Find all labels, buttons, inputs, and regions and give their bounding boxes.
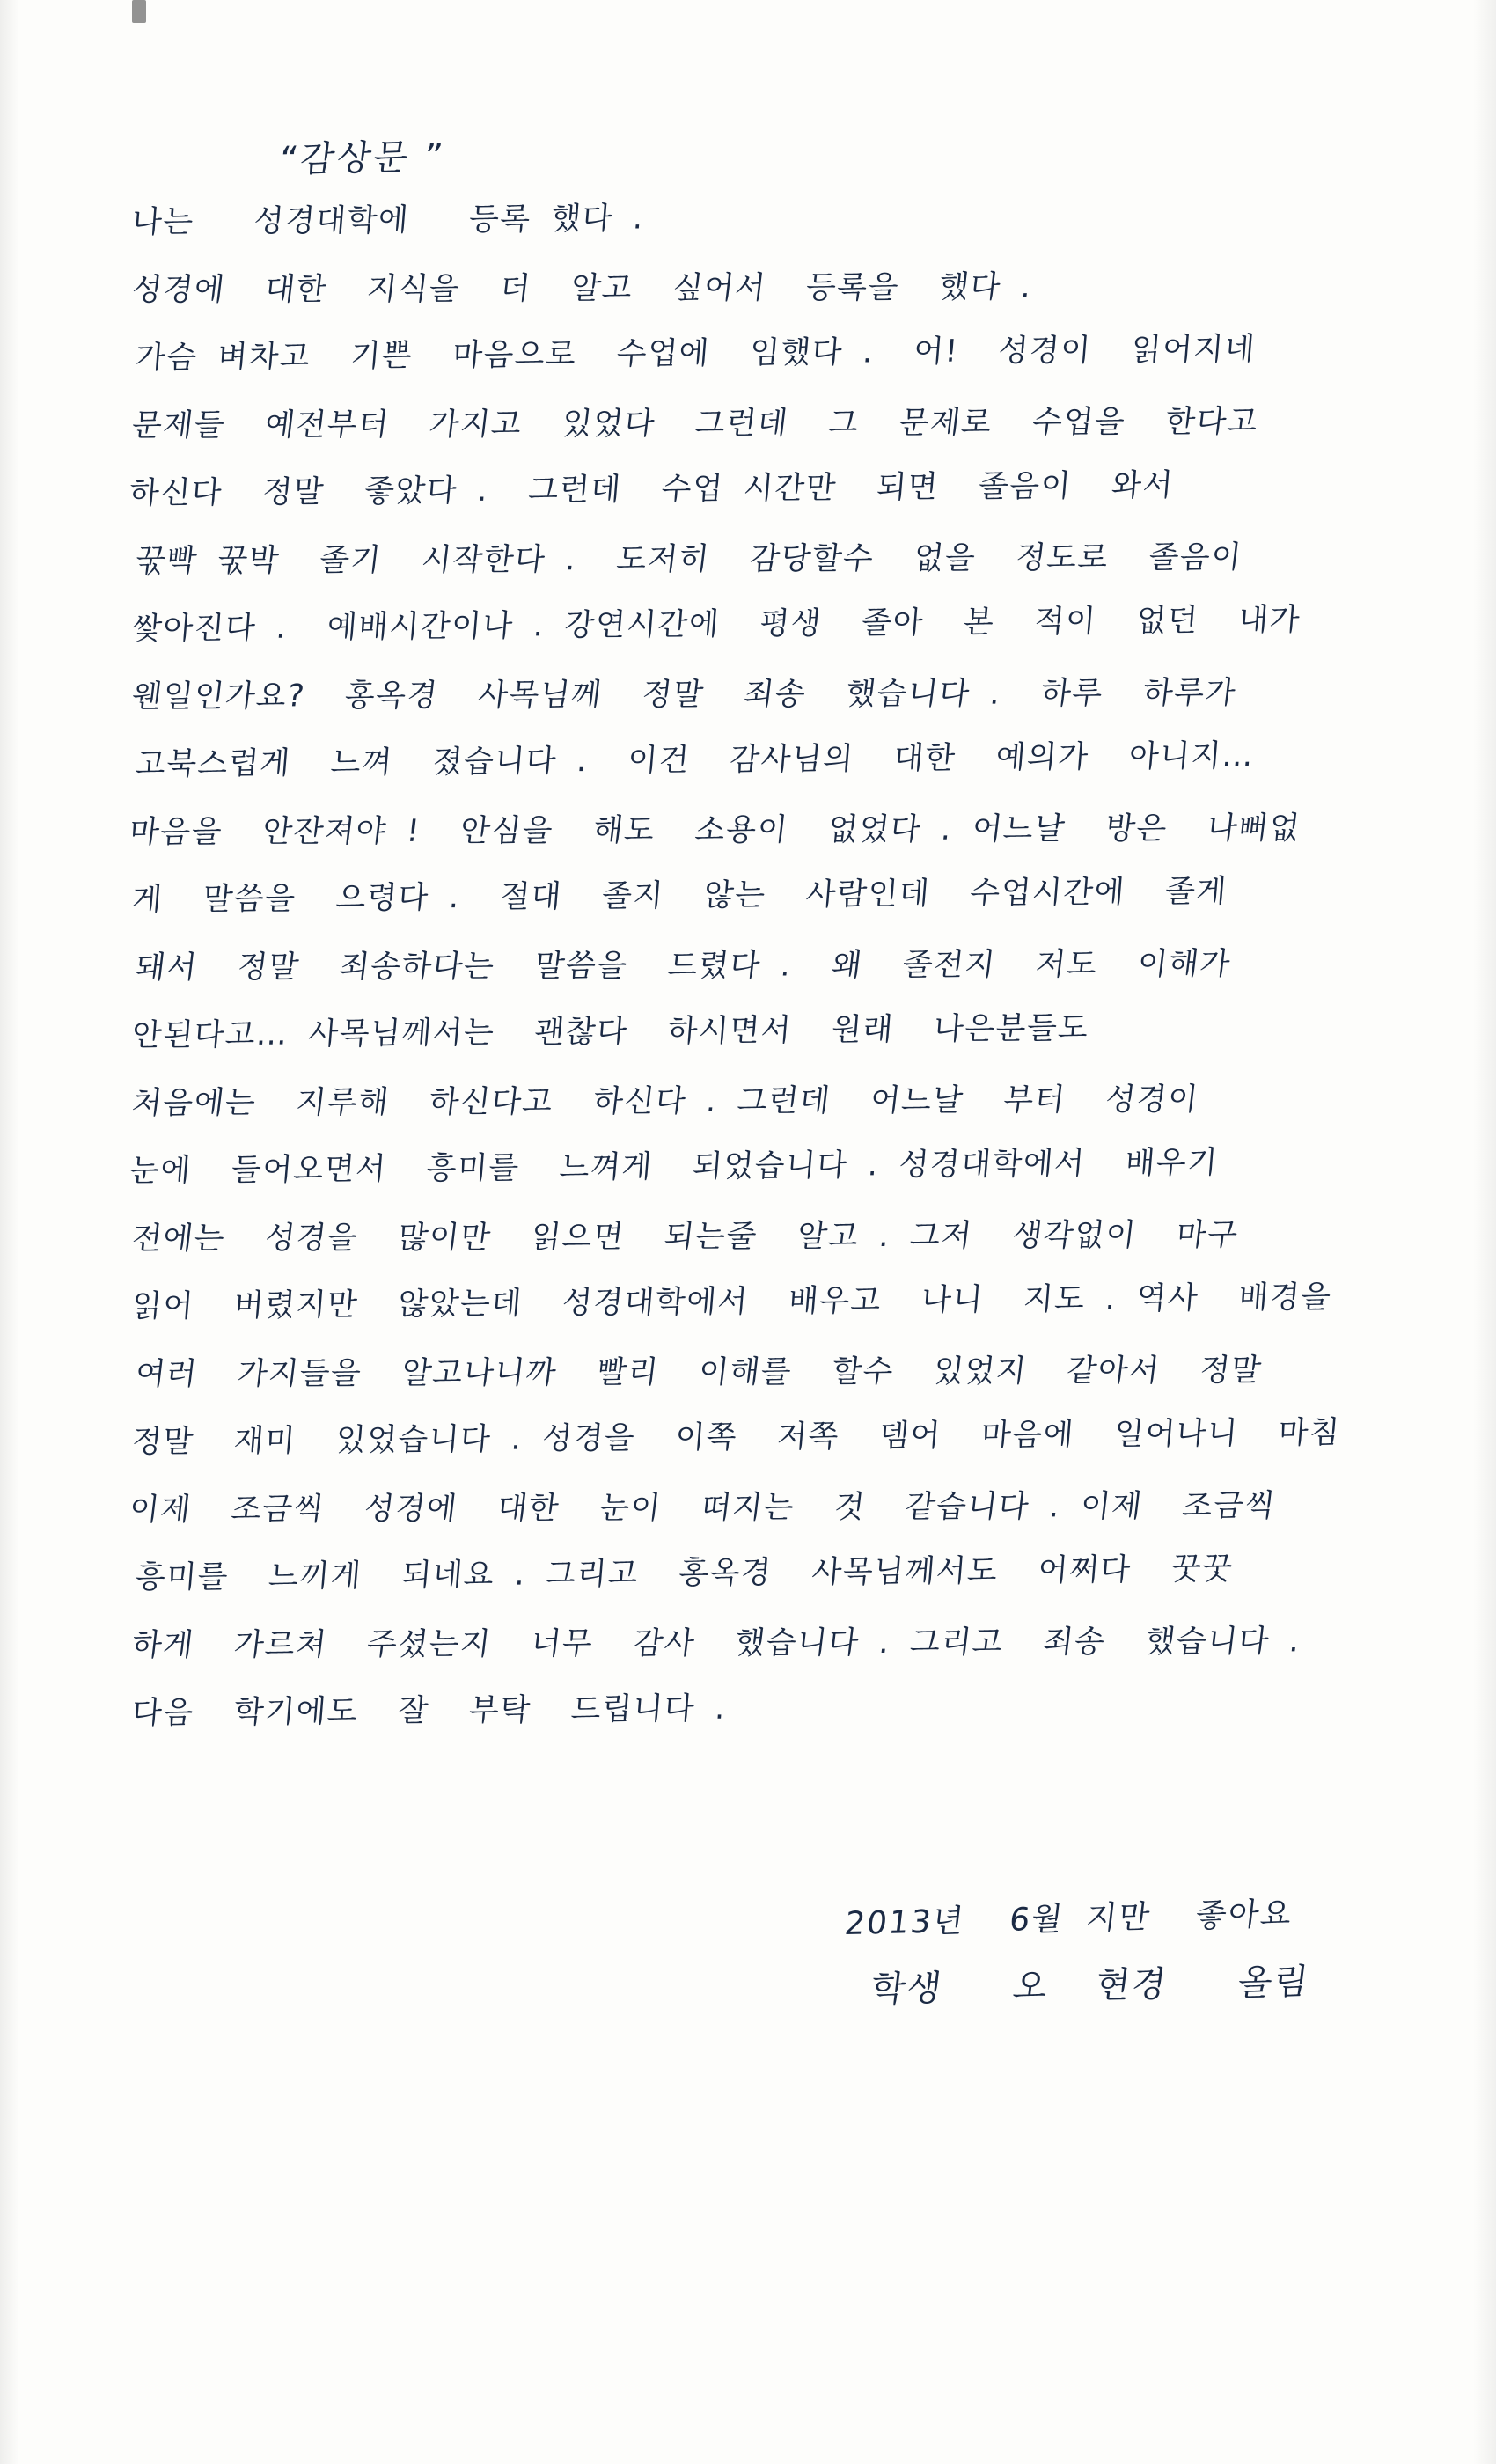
body-line: 처음에는 지루해 하신다고 하신다 . 그런데 어느날 부터 성경이 — [129, 1082, 1201, 1122]
body-line: 읽어 버렸지만 않았는데 성경대학에서 배우고 나니 지도 . 역사 배경을 — [130, 1280, 1333, 1325]
body-line: 흥미를 느끼게 되네요 . 그리고 홍옥경 사목님께서도 어쩌다 꿋꿋 — [134, 1551, 1236, 1596]
body-line: 쌏아진다 . 예배시간이나 . 강연시간에 평생 졸아 본 적이 없던 내가 — [130, 602, 1302, 648]
body-line: 안된다고… 사목님께서는 괜찮다 하시면서 원래 나은분들도 — [130, 1010, 1091, 1054]
body-line: 마음을 안잔져야 ! 안심을 해도 소용이 없었다 . 어느날 방은 나뻐없 — [127, 810, 1303, 851]
body-line: 고북스럽게 느껴 졌습니다 . 이건 감사님의 대한 예의가 아니지… — [134, 738, 1256, 783]
body-line: 하신다 정말 좋았다 . 그런데 수업 시간만 되면 졸음이 와서 — [128, 467, 1176, 512]
body-line: 전에는 성경을 많이만 읽으면 되는줄 알고 . 그저 생각없이 마구 — [129, 1217, 1241, 1258]
body-line: 웬일인가요? 홍옥경 사목님께 정말 죄송 했습니다 . 하루 하루가 — [129, 675, 1239, 715]
body-line: 게 말씀을 으령다 . 절대 졸지 않는 사람인데 수업시간에 졸게 — [130, 874, 1229, 919]
body-line: 다음 학기에도 잘 부탁 드립니다 . — [130, 1690, 728, 1732]
signature-name: 학생 오 현경 올림 — [869, 1962, 1312, 2011]
body-line: 여러 가지들을 알고나니까 빨리 이해를 할수 있었지 같아서 정말 — [133, 1353, 1265, 1393]
body-line: 문제들 예전부터 가지고 있었다 그런데 그 문제로 수업을 한다고 — [129, 404, 1261, 444]
body-line: 하게 가르쳐 주셨는지 너무 감사 했습니다 . 그리고 죄송 했습니다 . — [129, 1624, 1303, 1664]
body-line: 이제 조금씩 성경에 대한 눈이 떠지는 것 같습니다 . 이제 조금씩 — [127, 1488, 1279, 1529]
body-line: 나는 성경대학에 등록 했다 . — [130, 201, 646, 241]
body-line: 꾻빡 꾻박 졸기 시작한다 . 도저히 감당할수 없을 정도로 졸음이 — [133, 539, 1244, 580]
body-line: 정말 재미 있었습니다 . 성경을 이쪽 저쪽 뎀어 마음에 일어나니 마침 — [130, 1415, 1342, 1461]
letter-title: “감상문 ” — [276, 136, 448, 181]
body-line: 눈에 들어오면서 흥미를 느껴게 되었습니다 . 성경대학에서 배우기 — [128, 1145, 1221, 1190]
signature-date: 2013년 6월 지만 좋아요 — [842, 1896, 1295, 1943]
body-line: 가슴 벼차고 기쁜 마음으로 수업에 임했다 . 어! 성경이 읽어지네 — [134, 331, 1258, 377]
body-line: 성경에 대한 지식을 더 알고 싶어서 등록을 했다 . — [129, 269, 1035, 309]
letter-body — [127, 189, 1434, 1748]
signature-block — [842, 1892, 1390, 2022]
body-line: 돼서 정말 죄송하다는 말씀을 드렸다 . 왜 졸전지 저도 이해가 — [133, 946, 1234, 986]
